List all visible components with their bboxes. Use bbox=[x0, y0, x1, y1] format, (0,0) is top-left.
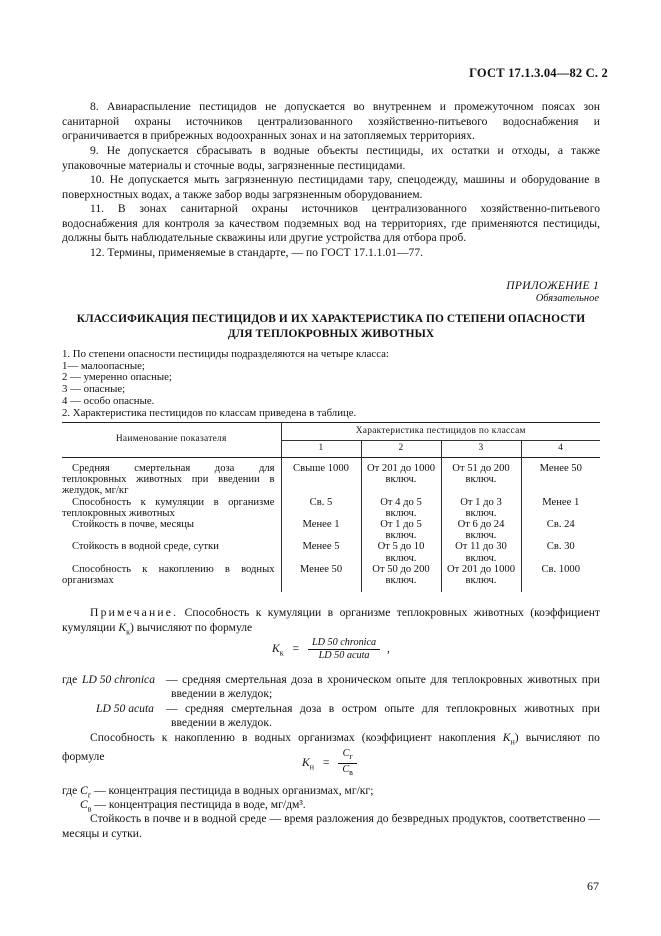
section-title-line-2: ДЛЯ ТЕПЛОКРОВНЫХ ЖИВОТНЫХ bbox=[227, 327, 435, 340]
def-2-term-text: LD 50 acuta bbox=[96, 702, 154, 715]
note-symbol-k: K bbox=[118, 620, 127, 634]
class-number-2: 2 bbox=[361, 440, 441, 458]
def-2-text: — средняя смертельная доза в остром опыте для теплокровных животных при введении в желудок. bbox=[166, 702, 600, 730]
paragraph-9: 9. Не допускается сбрасывать в водные объекты пестициды, их остатки и отходы, а также упаковочные материалы и сточные воды, загрязненные пестицидами. bbox=[62, 144, 600, 172]
table-row bbox=[62, 564, 600, 592]
row-1-class-4: Менее 50 bbox=[521, 458, 600, 497]
classes-intro: 1. По степени опасности пестициды подразделяются на четыре класса: bbox=[62, 348, 389, 360]
formula-2-lhs-sub: н bbox=[309, 762, 315, 772]
row-1-class-2: От 201 до 1000 включ. bbox=[361, 458, 441, 497]
def-3-text: — концентрация пестицида в водных организмах, мг/кг; bbox=[94, 784, 374, 797]
pesticide-classes-table bbox=[62, 422, 600, 592]
note-symbol-kn-sub: н bbox=[510, 737, 515, 747]
def-4-symbol: C bbox=[80, 798, 88, 811]
row-3-class-1: Менее 1 bbox=[281, 519, 361, 541]
table-row bbox=[62, 519, 600, 541]
col-header-indicator: Наименование показателя bbox=[62, 423, 281, 458]
note-symbol-k-sub: к bbox=[126, 626, 130, 636]
note-paragraph-1 bbox=[62, 606, 600, 640]
formula-2-denominator-sub: в bbox=[349, 768, 353, 778]
row-4-class-4: Св. 30 bbox=[521, 541, 600, 563]
row-4-class-2: От 5 до 10 включ. bbox=[361, 541, 441, 563]
row-2-class-3: От 1 до 3 включ. bbox=[441, 497, 521, 519]
formula-1-denominator: LD 50 acuta bbox=[318, 650, 370, 661]
section-title-line-1: КЛАССИФИКАЦИЯ ПЕСТИЦИДОВ И ИХ ХАРАКТЕРИСТИКА ПО СТЕПЕНИ ОПАСНОСТИ bbox=[76, 313, 586, 325]
paragraph-11: 11. В зонах санитарной охраны источников централизованного хозяйственно-питьевого водоснабжения для контроля за качеством подземных вод на территориях, где применяются пестициды, должны быть наблюдательные скважины или другие устройства для отбора проб. bbox=[62, 202, 600, 245]
formula-1-lhs-sub: к bbox=[279, 648, 284, 658]
formula-1-lhs: K bbox=[272, 642, 280, 656]
note-label: Примечание. bbox=[90, 606, 179, 619]
row-3-class-4: Св. 24 bbox=[521, 519, 600, 541]
formula-2-numerator-sub: г bbox=[349, 752, 353, 762]
row-2-name: Способность к кумуляции в организме теплокровных животных bbox=[62, 496, 275, 519]
appendix-label: ПРИЛОЖЕНИЕ 1 bbox=[506, 280, 599, 292]
class-number-4: 4 bbox=[521, 440, 600, 458]
class-number-1: 1 bbox=[281, 440, 361, 458]
note-text-1: Способность к кумуляции в организме теплокровных животных (коэффициент кумуляции bbox=[62, 606, 600, 634]
row-3-class-2: От 1 до 5 включ. bbox=[361, 519, 441, 541]
where-label-2: где bbox=[62, 784, 78, 797]
def-4-text: — концентрация пестицида в воде, мг/дм³. bbox=[94, 798, 306, 811]
class-4-item: 4 — особо опасные. bbox=[62, 394, 155, 407]
def-1-term bbox=[82, 673, 155, 687]
page-number: 67 bbox=[587, 879, 599, 893]
def-2-term bbox=[96, 702, 154, 716]
def-1-term-text: LD 50 chronica bbox=[82, 673, 155, 686]
row-2-class-2: От 4 до 5 включ. bbox=[361, 497, 441, 519]
row-5-class-2: От 50 до 200 включ. bbox=[361, 564, 441, 592]
note-symbol-kn: K bbox=[502, 731, 511, 744]
class-number-3: 3 bbox=[441, 440, 521, 458]
where-label: где bbox=[62, 673, 78, 686]
section-title bbox=[62, 312, 600, 341]
note-text-1-end: ) вычисляют по формуле bbox=[130, 620, 253, 634]
formula-accumulation: $K_н$ = $\frac{C_г}{C_в}$ bbox=[302, 748, 357, 779]
table-reference: 2. Характеристика пестицидов по классам приведена в таблице. bbox=[62, 406, 357, 419]
table-row bbox=[62, 497, 600, 519]
def-3-symbol: C bbox=[80, 784, 88, 797]
appendix-status: Обязательное bbox=[535, 293, 599, 304]
row-1-class-3: От 51 до 200 включ. bbox=[441, 458, 521, 497]
col-header-classes: Характеристика пестицидов по классам bbox=[281, 423, 600, 441]
table-row bbox=[62, 458, 600, 497]
note-paragraph-3: Стойкость в почве и в водной среде — время разложения до безвредных продуктов, соответственно — месяцы и сутки. bbox=[62, 812, 600, 840]
formula-2-lhs: K bbox=[302, 756, 310, 770]
formula-1-numerator: LD 50 chronica bbox=[311, 637, 377, 648]
row-4-name: Стойкость в водной среде, сутки bbox=[72, 541, 219, 553]
row-5-class-1: Менее 50 bbox=[281, 564, 361, 592]
row-5-class-3: От 201 до 1000 включ. bbox=[441, 564, 521, 592]
paragraph-12: 12. Термины, применяемые в стандарте, — по ГОСТ 17.1.1.01—77. bbox=[90, 246, 424, 259]
row-2-class-1: Св. 5 bbox=[281, 497, 361, 519]
table-row bbox=[62, 541, 600, 563]
note-text-2-end: ) вычисляют по формуле bbox=[62, 731, 600, 763]
def-1-text: — средняя смертельная доза в хроническом опыте для теплокровных животных при введении в желудок; bbox=[166, 673, 600, 701]
formula-cumulation: $K_к$ = $\frac{\text{LD 50 chronica}}{\text{LD 50 acuta}}$ , bbox=[272, 637, 390, 661]
row-4-class-1: Менее 5 bbox=[281, 541, 361, 563]
class-2-item: 2 — умеренно опасные; bbox=[62, 371, 172, 384]
formula-2-denominator: C bbox=[342, 764, 350, 776]
row-1-name: Средняя смертельная доза для теплокровных животных при введении в желудок, мг/кг bbox=[62, 463, 275, 497]
note-text-2: Способность к накоплению в водных организмах (коэффициент накопления bbox=[90, 731, 496, 744]
def-4-symbol-sub: в bbox=[87, 804, 92, 814]
row-3-class-3: От 6 до 24 включ. bbox=[441, 519, 521, 541]
paragraph-10: 10. Не допускается мыть загрязненную пестицидами тару, спецодежду, машины и оборудование в поверхностных водах, а также забор воды загрязненным оборудованием. bbox=[62, 173, 600, 201]
document-code-header: ГОСТ 17.1.3.04—82 С. 2 bbox=[469, 66, 608, 80]
def-3-symbol-sub: г bbox=[87, 790, 92, 800]
classes-list bbox=[62, 349, 389, 419]
row-1-class-1: Свыше 1000 bbox=[281, 458, 361, 497]
paragraph-8: 8. Авиараспыление пестицидов не допускается во внутреннем и промежуточном поясах зон санитарной охраны источников централизованного хозяйственно-питьевого водоснабжения и ограничивается в прибрежных водоохранных зонах и на затопляемых территориях. bbox=[62, 100, 600, 143]
row-5-name: Способность к накоплению в водных организмах bbox=[62, 563, 275, 587]
row-2-class-4: Менее 1 bbox=[521, 497, 600, 519]
class-3-item: 3 — опасные; bbox=[62, 383, 126, 396]
row-3-name: Стойкость в почве, месяцы bbox=[72, 519, 195, 531]
appendix-block bbox=[506, 280, 599, 305]
formula-2-numerator: C bbox=[342, 748, 350, 759]
row-4-class-3: От 11 до 30 включ. bbox=[441, 541, 521, 563]
class-1-item: 1— малоопасные; bbox=[62, 359, 145, 372]
row-5-class-4: Св. 1000 bbox=[521, 564, 600, 592]
